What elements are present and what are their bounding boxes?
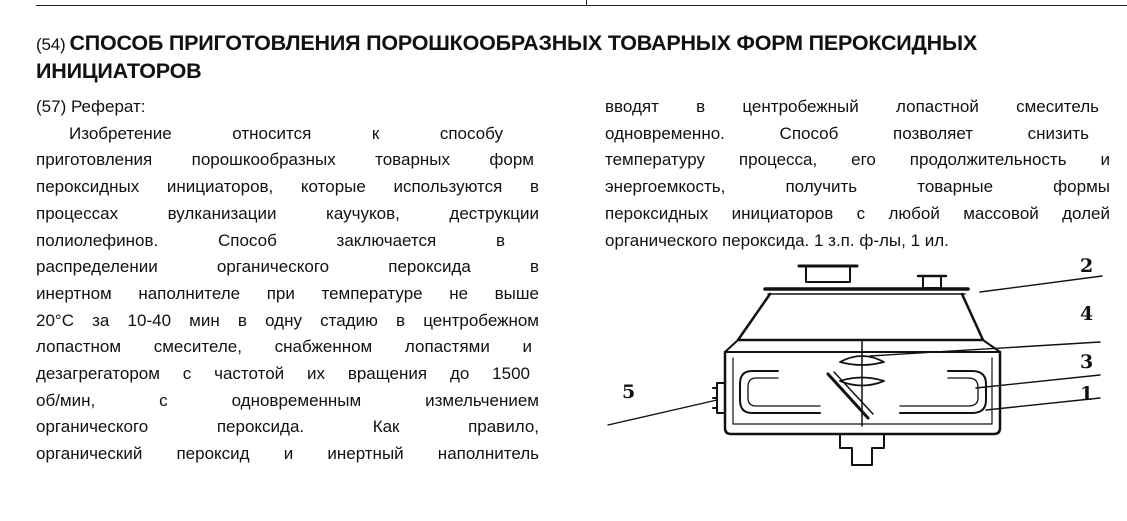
top-nozzle [806,266,850,282]
abstract-line: органического пероксида. 1 з.п. ф-лы, 1 ил. [605,230,949,250]
abstract-line: полиолефинов. Способ заключается в [36,230,505,250]
abstract-line: распределении органического пероксида в [36,257,539,277]
label-4: 4 [1080,303,1094,325]
label-1: 1 [1080,383,1094,405]
left-paddle [740,371,820,413]
mixer-drawing [600,250,1120,480]
abstract-line: энергоемкость, получить товарные формы [605,177,1110,197]
top-divider [586,0,587,6]
title-line-2: ИНИЦИАТОРОВ [36,59,202,83]
abstract-line: инертном наполнителе при температуре не выше [36,283,539,303]
abstract-line: органический пероксид и инертный наполнитель [36,444,539,464]
abstract-line: процессах вулканизации каучуков, деструкции [36,203,539,223]
abstract-line: лопастном смесителе, снабженном лопастями и [36,337,532,357]
label-2: 2 [1080,255,1094,277]
conical-lid [738,294,983,340]
right-paddle [900,371,986,413]
label-3: 3 [1080,351,1094,373]
abstract-line: об/мин, с одновременным измельчением [36,390,539,410]
abstract-line: пероксидных инициаторов с любой массовой долей [605,203,1110,223]
top-fitting [923,276,941,288]
abstract-line: 20°С за 10-40 мин в одну стадию в центробежном [36,310,539,330]
label-5: 5 [622,381,636,403]
abstract-line: температуру процесса, его продолжительность и [605,150,1110,170]
leader-line-2 [980,276,1102,292]
abstract-line: Изобретение относится к способу [69,123,503,143]
top-rule [36,5,1127,6]
leader-line-4 [870,342,1100,356]
abstract-line: органического пероксида. Как правило, [36,417,539,437]
abstract-line: дезагрегатором с частотой их вращения до 1500 [36,364,530,384]
leader-line-5 [608,400,717,425]
patent-title [36,30,1096,85]
abstract-left-column [36,94,539,468]
abstract-line: вводят в центробежный лопастной смеситель [605,97,1099,116]
abstract-line: пероксидных инициаторов, которые используются в [36,177,539,197]
title-line-1: СПОСОБ ПРИГОТОВЛЕНИЯ ПОРОШКООБРАЗНЫХ ТОВАРНЫХ ФОРМ ПЕРОКСИДНЫХ [69,31,977,55]
abstract-line: приготовления порошкообразных товарных форм [36,150,534,170]
bottom-outlet [840,434,884,465]
title-code: (54) [36,35,66,54]
abstract-right-column [605,94,1110,254]
abstract-heading: (57) Реферат: [36,97,146,116]
abstract-line: одновременно. Способ позволяет снизить [605,123,1089,143]
